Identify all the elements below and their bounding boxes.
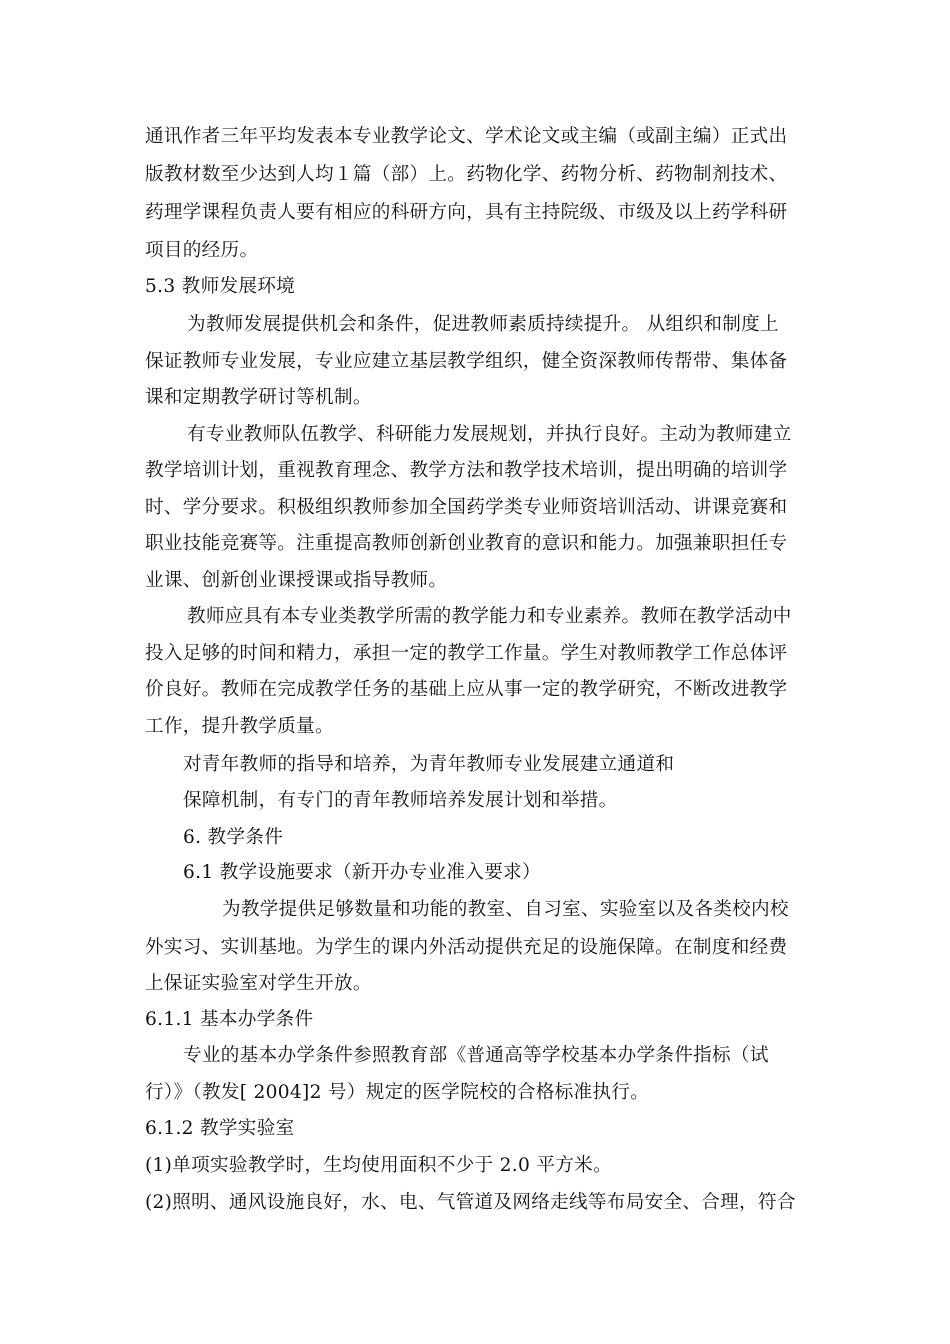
text-line: 保证教师专业发展，专业应建立基层教学组织，健全资深教师传帮带、集体备: [145, 351, 788, 372]
text-line: 项目的经历。: [145, 240, 259, 261]
text-line: 为教师发展提供机会和条件，促进教师素质持续提升。 从组织和制度上: [187, 314, 779, 335]
text-line: 有专业教师队伍教学、科研能力发展规划，并执行良好。主动为教师建立: [187, 424, 792, 445]
text-line: 版教材数至少达到人均１篇（部）上。药物化学、药物分析、药物制剂技术、: [145, 164, 788, 185]
section-heading: 6. 教学条件: [183, 827, 284, 848]
text-line: 教学培训计划，重视教育理念、教学方法和教学技术培训，提出明确的培训学: [145, 460, 788, 481]
section-heading: 6.1.2 教学实验室: [145, 1118, 295, 1139]
text-line: 外实习、实训基地。为学生的课内外活动提供充足的设施保障。在制度和经费: [145, 937, 788, 958]
text-line: 为教学提供足够数量和功能的教室、自习室、实验室以及各类校内校: [222, 899, 789, 920]
text-line: 价良好。教师在完成教学任务的基础上应从事一定的教学研究，不断改进教学: [145, 679, 788, 700]
section-heading: 6.1 教学设施要求（新开办专业准入要求）: [183, 862, 541, 883]
text-line: 工作，提升教学质量。: [145, 716, 334, 737]
list-item: (2)照明、通风设施良好，水、电、气管道及网络走线等布局安全、合理，符合: [145, 1192, 796, 1213]
text-line: 保障机制，有专门的青年教师培养发展计划和举措。: [183, 790, 618, 811]
text-line: 教师应具有本专业类教学所需的教学能力和专业素养。教师在教学活动中: [187, 606, 792, 627]
text-line: 上保证实验室对学生开放。: [145, 973, 372, 994]
text-line: 投入足够的时间和精力，承担一定的教学工作量。学生对教师教学工作总体评: [145, 643, 788, 664]
text-line: 业课、创新创业课授课或指导教师。: [145, 570, 448, 591]
text-line: 行）》（教发[ 2004]2 号）规定的医学院校的合格标准执行。: [145, 1082, 650, 1103]
section-heading: 5.3 教师发展环境: [145, 276, 296, 297]
text-line: 通讯作者三年平均发表本专业教学论文、学术论文或主编（或副主编）正式出: [145, 126, 788, 147]
text-line: 职业技能竞赛等。注重提高教师创新创业教育的意识和能力。加强兼职担任专: [145, 533, 788, 554]
text-line: 对青年教师的指导和培养，为青年教师专业发展建立通道和: [183, 754, 675, 775]
section-heading: 6.1.1 基本办学条件: [145, 1009, 314, 1030]
text-line: 药理学课程负责人要有相应的科研方向，具有主持院级、市级及以上药学科研: [145, 202, 788, 223]
text-line: 课和定期教学研讨等机制。: [145, 387, 372, 408]
text-line: 专业的基本办学条件参照教育部《普通高等学校基本办学条件指标（试: [183, 1045, 769, 1066]
text-line: 时、学分要求。积极组织教师参加全国药学类专业师资培训活动、讲课竞赛和: [145, 497, 788, 518]
list-item: (1)单项实验教学时，生均使用面积不少于 2.0 平方米。: [145, 1155, 612, 1176]
